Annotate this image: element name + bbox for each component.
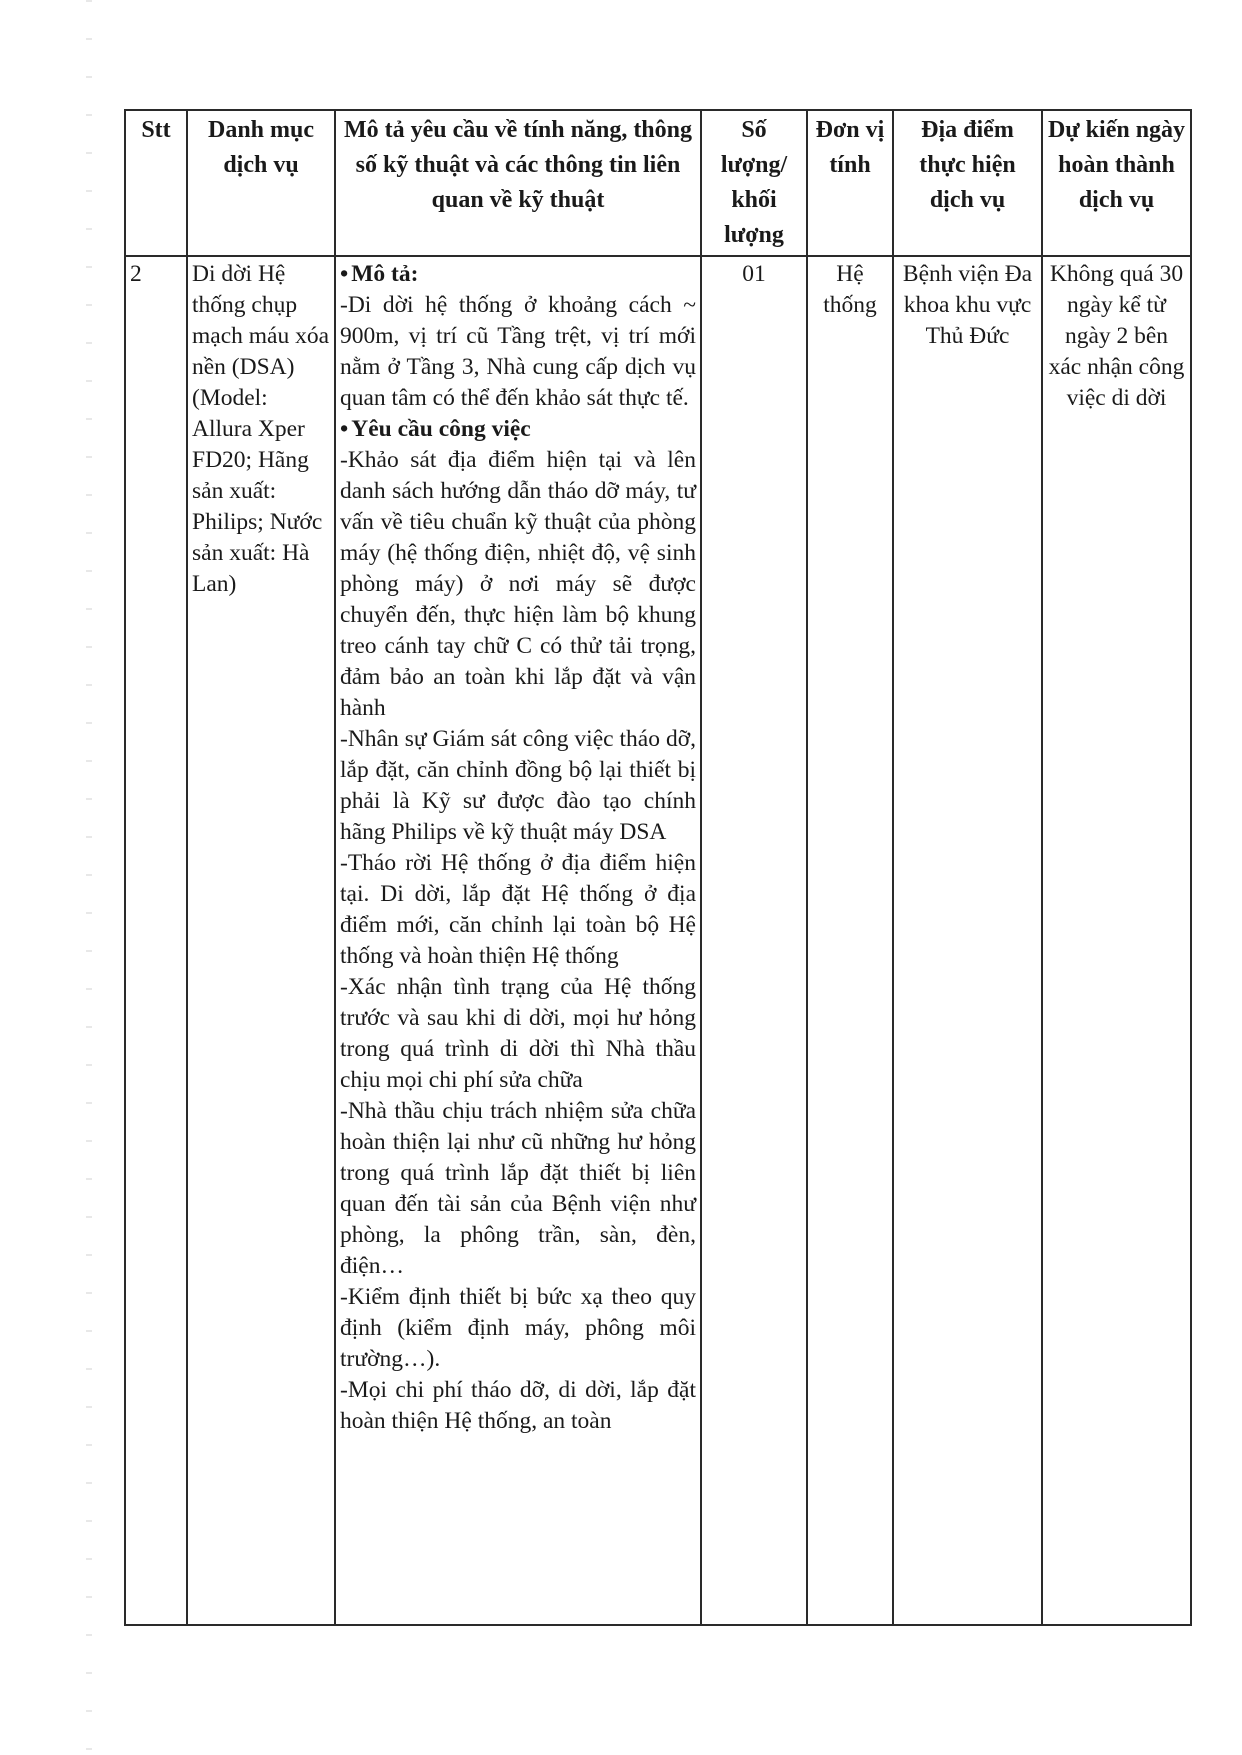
cell-stt: 2 (125, 256, 187, 1625)
cell-completion: Không quá 30 ngày kể từ ngày 2 bên xác nhận công việc di dời (1042, 256, 1191, 1625)
bullet-icon: • (340, 416, 349, 442)
cell-quantity: 01 (701, 256, 807, 1625)
description-section-title-1: • Mô tả: (340, 261, 419, 287)
description-section-title-2: • Yêu cầu công việc (340, 416, 531, 442)
cell-service: Di dời Hệ thống chụp mạch máu xóa nền (DSA) (Model: Allura Xper FD20; Hãng sản xuất: Philips; Nước sản xuất: Hà Lan) (187, 256, 335, 1625)
table-header-row (125, 110, 1191, 256)
description-item: -Di dời hệ thống ở khoảng cách ~ 900m, vị trí cũ Tầng trệt, vị trí mới nằm ở Tầng 3, Nhà cung cấp dịch vụ quan tâm có thể đến khảo sát thực tế. (340, 292, 696, 411)
description-item: -Nhà thầu chịu trách nhiệm sửa chữa hoàn thiện lại như cũ những hư hỏng trong quá trình lắp đặt thiết bị liên quan đến tài sản của Bệnh viện như phòng, la phông trần, sàn, đèn, điện… (340, 1098, 696, 1279)
cell-location: Bệnh viện Đa khoa khu vực Thủ Đức (893, 256, 1042, 1625)
description-item: -Nhân sự Giám sát công việc tháo dỡ, lắp đặt, căn chỉnh đồng bộ lại thiết bị phải là Kỹ sư được đào tạo chính hãng Philips về kỹ thuật máy DSA (340, 726, 696, 845)
cell-description (335, 256, 701, 1625)
cell-unit: Hệ thống (807, 256, 893, 1625)
header-description: Mô tả yêu cầu về tính năng, thông số kỹ thuật và các thông tin liên quan về kỹ thuật (335, 110, 701, 256)
bullet-icon: • (340, 261, 349, 287)
description-item: -Khảo sát địa điểm hiện tại và lên danh sách hướng dẫn tháo dỡ máy, tư vấn về tiêu chuẩn kỹ thuật của phòng máy (hệ thống điện, nhiệt độ, vệ sinh phòng máy) ở nơi máy sẽ được chuyển đến, thực hiện làm bộ khung treo cánh tay chữ C có thử tải trọng, đảm bảo an toàn khi lắp đặt và vận hành (340, 447, 696, 721)
header-stt: Stt (125, 110, 187, 256)
description-item: -Xác nhận tình trạng của Hệ thống trước và sau khi di dời, mọi hư hỏng trong quá trình di dời thì Nhà thầu chịu mọi chi phí sửa chữa (340, 974, 696, 1093)
table-row (125, 256, 1191, 1625)
header-service: Danh mục dịch vụ (187, 110, 335, 256)
description-item: -Tháo rời Hệ thống ở địa điểm hiện tại. Di dời, lắp đặt Hệ thống ở địa điểm mới, căn chỉnh lại toàn bộ Hệ thống và hoàn thiện Hệ thống (340, 850, 696, 969)
header-completion: Dự kiến ngày hoàn thành dịch vụ (1042, 110, 1191, 256)
service-spec-table (124, 109, 1192, 1626)
description-item: -Mọi chi phí tháo dỡ, di dời, lắp đặt hoàn thiện Hệ thống, an toàn (340, 1377, 696, 1434)
header-quantity: Số lượng/ khối lượng (701, 110, 807, 256)
header-unit: Đơn vị tính (807, 110, 893, 256)
scan-edge-marks (86, 0, 92, 1755)
header-location: Địa điểm thực hiện dịch vụ (893, 110, 1042, 256)
description-item: -Kiểm định thiết bị bức xạ theo quy định (kiểm định máy, phông môi trường…). (340, 1284, 696, 1372)
